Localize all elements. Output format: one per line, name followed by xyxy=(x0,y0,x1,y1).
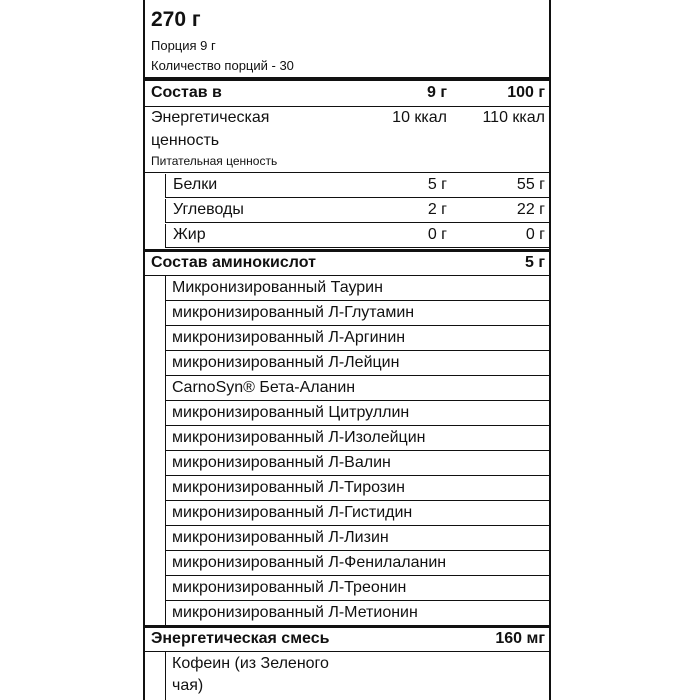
package-weight: 270 г xyxy=(151,8,201,31)
amino-item xyxy=(165,276,549,301)
nutrient-100g-value: 0 г xyxy=(525,226,545,243)
nutrient-name: Углеводы xyxy=(173,201,244,218)
energy-serving-value: 10 ккал xyxy=(392,109,447,126)
energy-blend-amount: 160 мг xyxy=(495,630,545,647)
amino-item-label: микронизированный Л-Метионин xyxy=(172,604,418,621)
energy-100g-value: 110 ккал xyxy=(482,109,545,126)
servings-count: Количество порций - 30 xyxy=(151,58,294,73)
amino-item-label: микронизированный Л-Тирозин xyxy=(172,479,405,496)
amino-item-label: Микронизированный Таурин xyxy=(172,279,383,296)
amino-header-row xyxy=(145,252,549,276)
amino-item xyxy=(165,301,549,326)
amino-item xyxy=(165,401,549,426)
nutrient-serving-value: 0 г xyxy=(427,226,447,243)
nutrient-100g-value: 22 г xyxy=(516,201,545,218)
composition-header-label: Состав в xyxy=(151,84,222,101)
amino-item-label: микронизированный Цитруллин xyxy=(172,404,410,421)
amino-item xyxy=(165,501,549,526)
amino-item-label: микронизированный Л-Глутамин xyxy=(172,304,415,321)
nutrient-row xyxy=(145,224,549,248)
energy-label: Энергетическая xyxy=(151,109,270,126)
amino-item xyxy=(165,526,549,551)
nutrient-serving-value: 2 г xyxy=(427,201,447,218)
amino-item-label: микронизированный Л-Фенилаланин xyxy=(172,554,447,571)
amino-item xyxy=(165,326,549,351)
nutrient-name: Белки xyxy=(173,176,218,193)
amino-item xyxy=(165,451,549,476)
amino-header-label: Состав аминокислот xyxy=(151,254,316,271)
amino-item-label: CarnoSyn® Бета-Аланин xyxy=(172,379,356,396)
amino-item-label: микронизированный Л-Лизин xyxy=(172,529,389,546)
amino-header-amount: 5 г xyxy=(524,254,545,271)
amino-item xyxy=(165,551,549,576)
amino-item xyxy=(165,351,549,376)
nutrition-facts-panel xyxy=(143,0,551,700)
energy-blend-item-label: Кофеин (из Зеленого xyxy=(172,655,329,672)
row-box xyxy=(165,174,549,198)
composition-header-row xyxy=(145,82,549,106)
nutrient-row xyxy=(145,199,549,223)
energy-blend-item xyxy=(165,652,549,700)
amino-item xyxy=(165,576,549,601)
divider xyxy=(145,172,549,173)
row-box xyxy=(165,224,549,248)
thick-divider xyxy=(145,77,549,81)
amino-item xyxy=(165,376,549,401)
amino-item-label: микронизированный Л-Лейцин xyxy=(172,354,400,371)
nutrient-name: Жир xyxy=(173,226,206,243)
amino-item-label: микронизированный Л-Изолейцин xyxy=(172,429,426,446)
nutrient-100g-value: 55 г xyxy=(516,176,545,193)
energy-blend-label: Энергетическая смесь xyxy=(151,630,330,647)
amino-item xyxy=(165,601,549,626)
column-serving-header: 9 г xyxy=(426,84,447,101)
nutrient-serving-value: 5 г xyxy=(427,176,447,193)
amino-item-label: микронизированный Л-Аргинин xyxy=(172,329,406,346)
nutrition-subheading: Питательная ценность xyxy=(151,154,278,168)
energy-blend-header-row xyxy=(145,628,549,652)
portion-size: Порция 9 г xyxy=(151,38,216,53)
amino-item-label: микронизированный Л-Треонин xyxy=(172,579,407,596)
column-100g-header: 100 г xyxy=(507,84,545,101)
amino-item-label: микронизированный Л-Валин xyxy=(172,454,391,471)
energy-label-cont: ценность xyxy=(151,132,220,149)
amino-item xyxy=(165,476,549,501)
amino-item xyxy=(165,426,549,451)
amino-item-label: микронизированный Л-Гистидин xyxy=(172,504,413,521)
energy-row xyxy=(145,107,549,153)
nutrient-row xyxy=(145,174,549,198)
energy-blend-item-label-cont: чая) xyxy=(172,677,204,694)
